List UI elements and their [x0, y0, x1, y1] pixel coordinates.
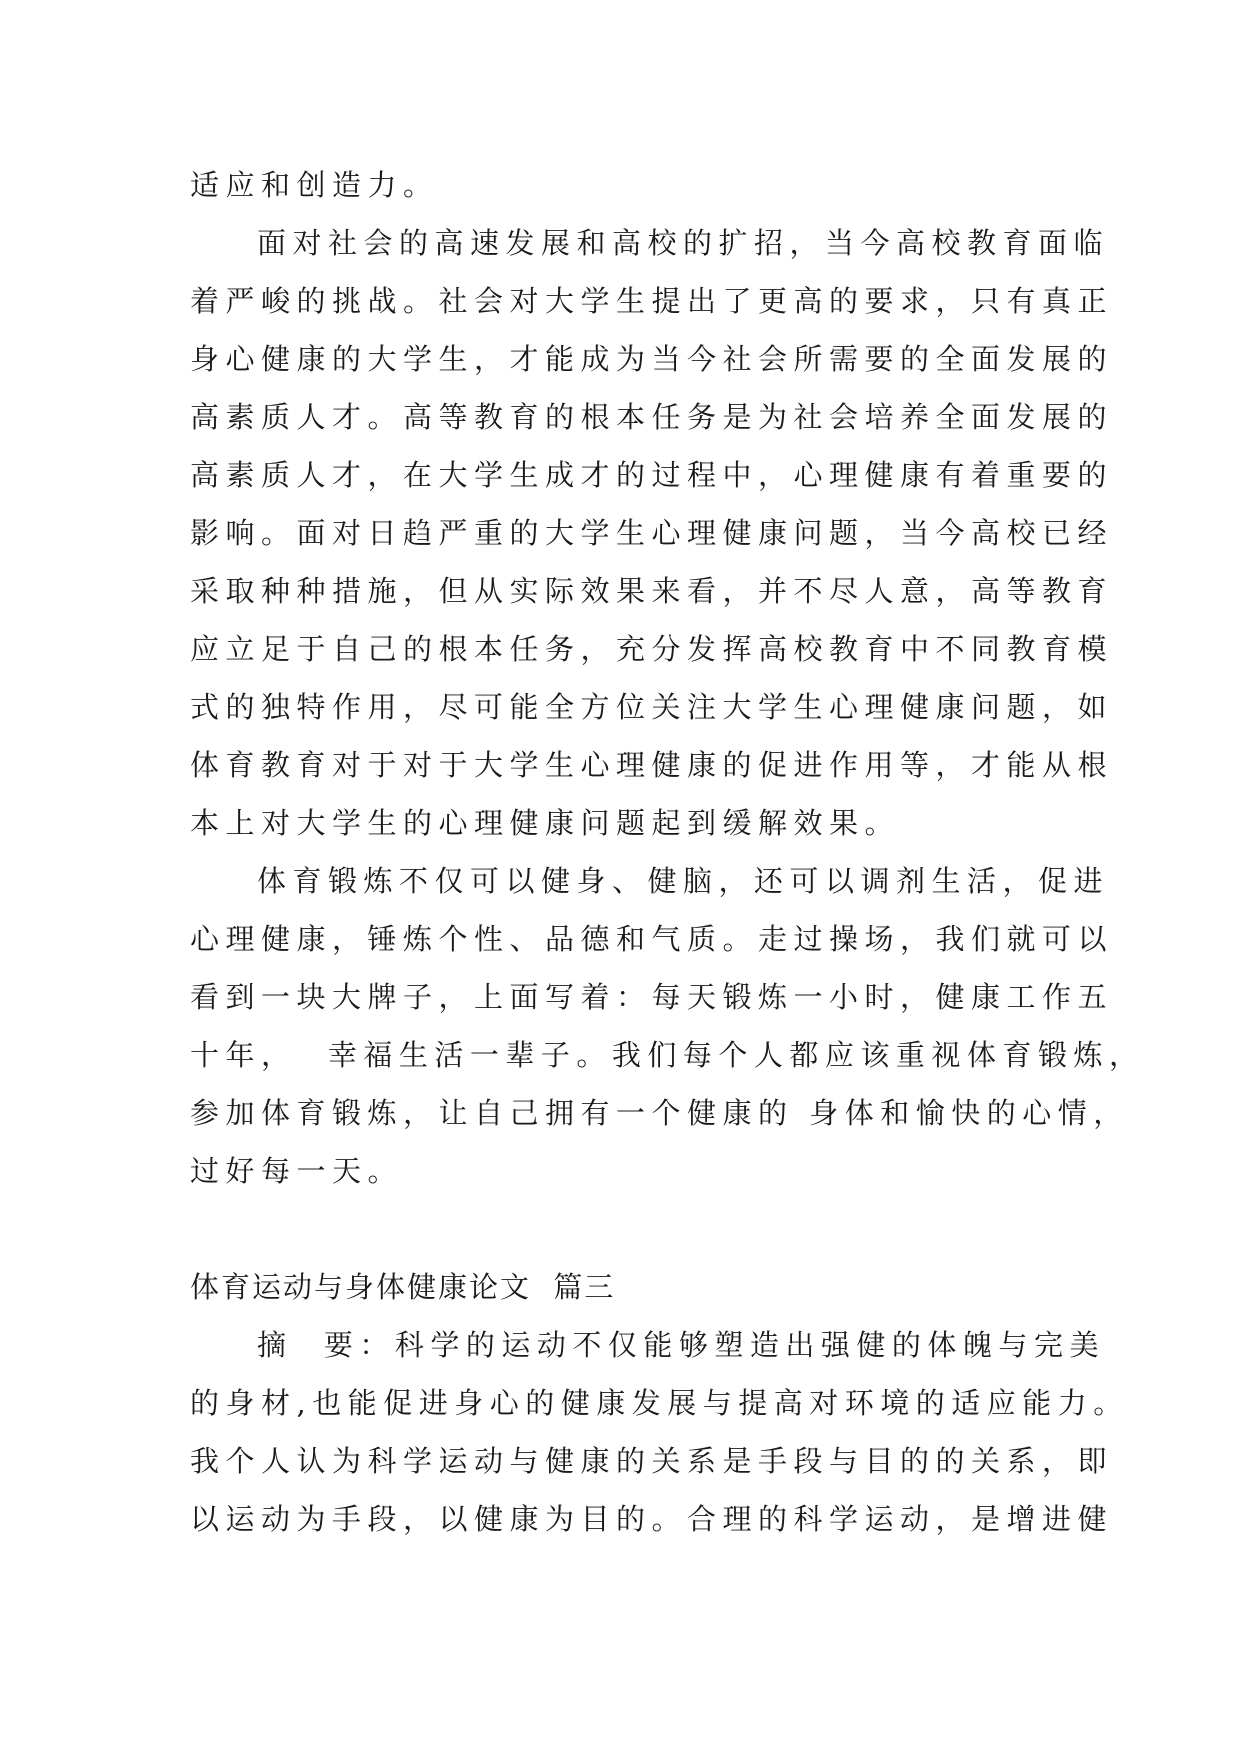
section-heading: 体育运动与身体健康论文 篇三: [190, 1270, 616, 1304]
text-line: 我个人认为科学运动与健康的关系是手段与目的的关系，即: [190, 1444, 1114, 1478]
text-line: 体育锻炼不仅可以健身、健脑，还可以调剂生活，促进: [257, 864, 1110, 898]
text-line: 着严峻的挑战。社会对大学生提出了更高的要求，只有真正: [190, 284, 1114, 318]
text-line: 过好每一天。: [190, 1154, 404, 1188]
paragraph-spacer: [190, 1200, 1070, 1258]
text-line: 摘 要：科学的运动不仅能够塑造出强健的体魄与完美: [257, 1328, 1105, 1362]
document-body: [190, 156, 1145, 1548]
text-line: 高素质人才，在大学生成才的过程中，心理健康有着重要的: [190, 458, 1114, 492]
text-line: 心理健康，锤炼个性、品德和气质。走过操场，我们就可以: [190, 922, 1114, 956]
text-line: 参加体育锻炼，让自己拥有一个健康的 身体和愉快的心情，: [190, 1096, 1129, 1130]
text-line: 应立足于自己的根本任务，充分发挥高校教育中不同教育模: [190, 632, 1114, 666]
text-line: 本上对大学生的心理健康问题起到缓解效果。: [190, 806, 901, 840]
text-line: 的身材,也能促进身心的健康发展与提高对环境的适应能力。: [190, 1386, 1129, 1420]
text-line: 体育教育对于对于大学生心理健康的促进作用等，才能从根: [190, 748, 1114, 782]
text-line: 面对社会的高速发展和高校的扩招，当今高校教育面临: [257, 226, 1110, 260]
text-line: 看到一块大牌子，上面写着：每天锻炼一小时，健康工作五: [190, 980, 1114, 1014]
text-line: 适应和创造力。: [190, 168, 439, 202]
text-line: 采取种种措施，但从实际效果来看，并不尽人意，高等教育: [190, 574, 1114, 608]
text-line: 影响。面对日趋严重的大学生心理健康问题，当今高校已经: [190, 516, 1114, 550]
text-line: 式的独特作用，尽可能全方位关注大学生心理健康问题，如: [190, 690, 1114, 724]
text-line: 十年， 幸福生活一辈子。我们每个人都应该重视体育锻炼，: [190, 1038, 1145, 1072]
text-line: 身心健康的大学生，才能成为当今社会所需要的全面发展的: [190, 342, 1114, 376]
text-line: 高素质人才。高等教育的根本任务是为社会培养全面发展的: [190, 400, 1114, 434]
text-line: 以运动为手段，以健康为目的。合理的科学运动，是增进健: [190, 1502, 1114, 1536]
